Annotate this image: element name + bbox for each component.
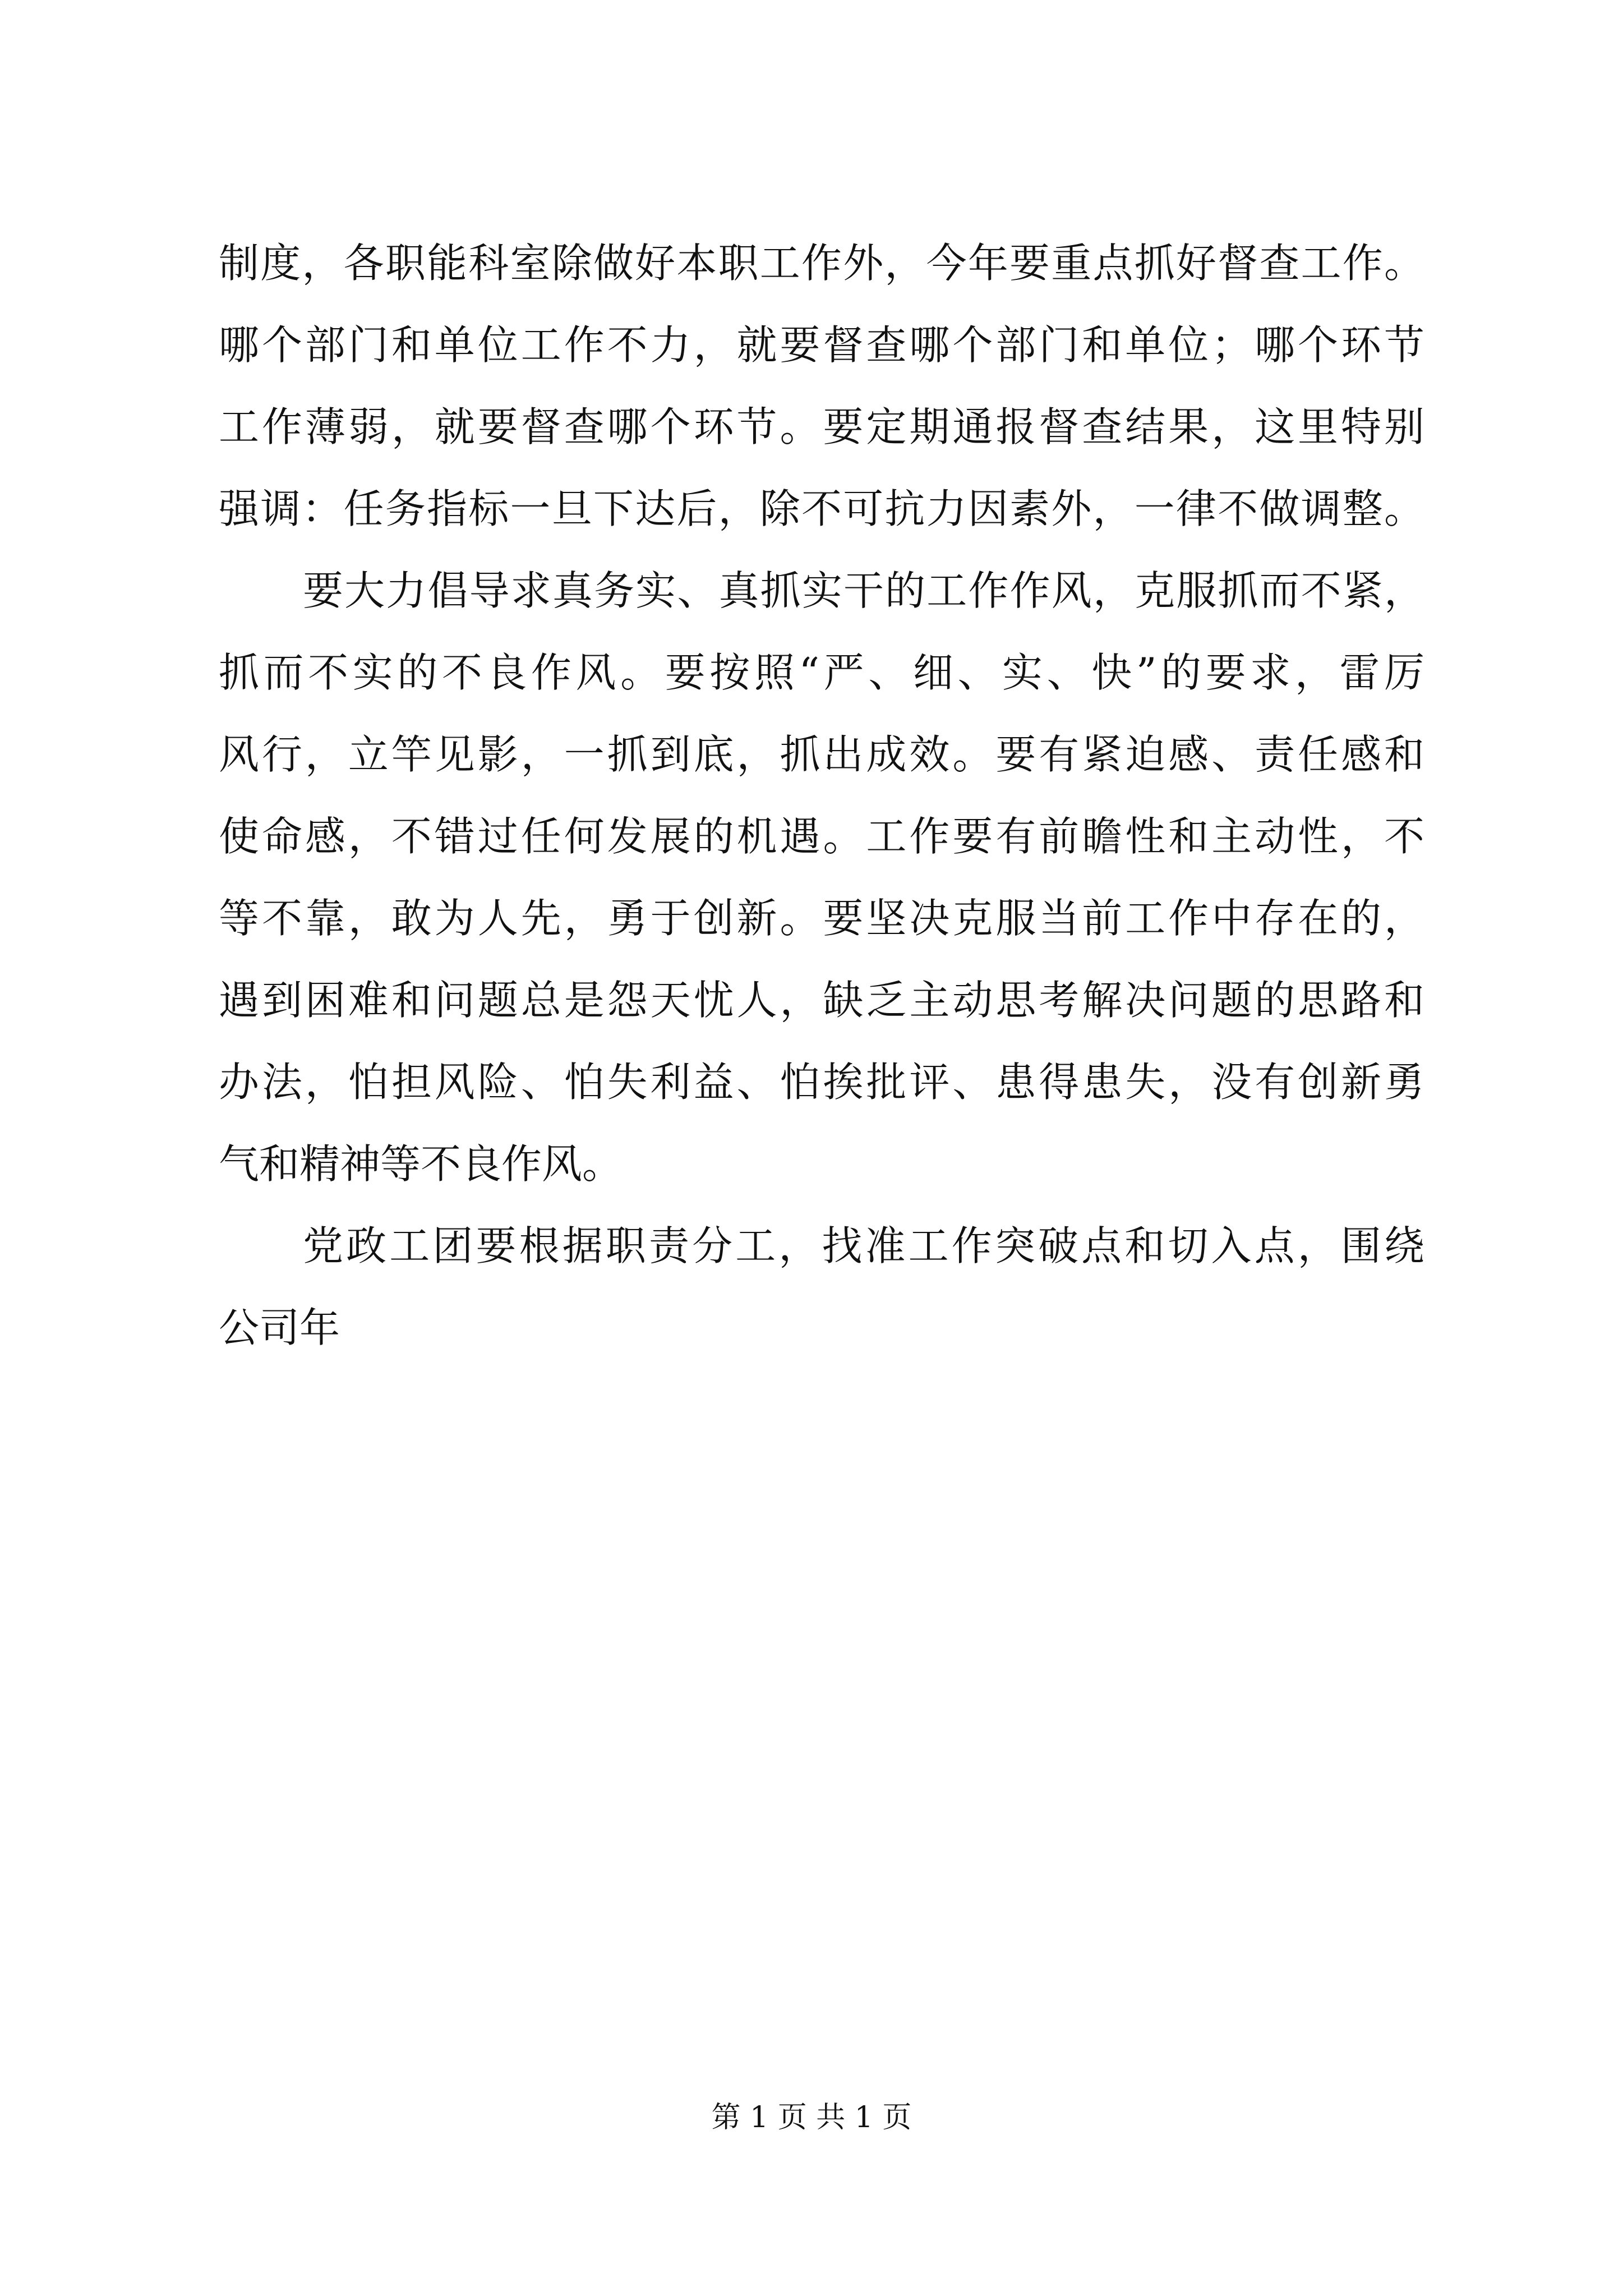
text-line: 抓而不实的不良作风。要按照“严、细、实、快”的要求，雷厉	[219, 649, 1424, 696]
page-number-footer: 第 1 页 共 1 页	[711, 2101, 912, 2134]
text-line: 哪个部门和单位工作不力，就要督查哪个部门和单位；哪个环节	[219, 321, 1424, 369]
document-body	[219, 222, 1424, 1369]
paragraph-last-line: 公司年	[219, 1304, 340, 1351]
text-line: 工作薄弱，就要督查哪个环节。要定期通报督查结果，这里特别	[219, 403, 1424, 450]
text-line: 等不靠，敢为人先，勇于创新。要坚决克服当前工作中存在的，	[219, 895, 1424, 942]
text-line: 强调：任务指标一旦下达后，除不可抗力因素外，一律不做调整。	[219, 485, 1424, 532]
text-line: 办法，怕担风险、怕失利益、怕挨批评、患得患失，没有创新勇	[219, 1059, 1424, 1106]
text-line: 遇到困难和问题总是怨天忧人，缺乏主动思考解决问题的思路和	[219, 977, 1424, 1024]
text-line: 制度，各职能科室除做好本职工作外，今年要重点抓好督查工作。	[219, 240, 1424, 287]
paragraph-last-line: 气和精神等不良作风。	[219, 1140, 623, 1188]
paragraph-first-line: 要大力倡导求真务实、真抓实干的工作作风，克服抓而不紧，	[303, 567, 1424, 614]
text-line: 风行，立竿见影，一抓到底，抓出成效。要有紧迫感、责任感和	[219, 731, 1424, 778]
paragraph-first-line: 党政工团要根据职责分工，找准工作突破点和切入点，围绕	[303, 1222, 1424, 1269]
text-line: 使命感，不错过任何发展的机遇。工作要有前瞻性和主动性，不	[219, 813, 1424, 860]
